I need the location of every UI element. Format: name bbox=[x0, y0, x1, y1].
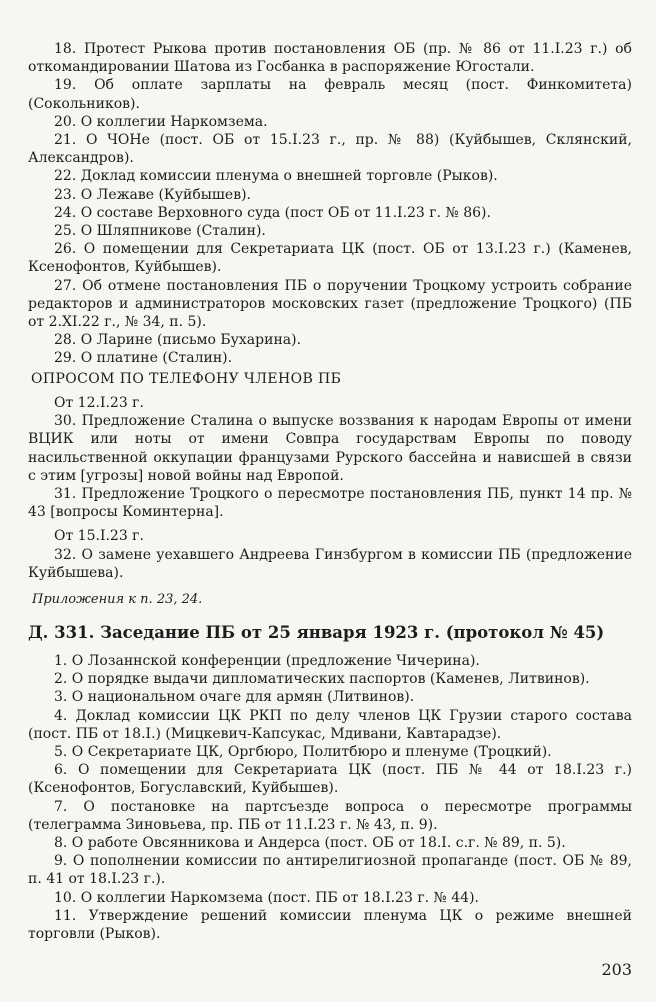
agenda-item-30: 30. Предложение Сталина о выпуске воззвания к народам Европы от имени ВЦИК или ноты от имени Совпра государствам Европы по поводу насильственной оккупации французами Рурского бассейна и нависшей в связи с этим [угрозы] новой войны над Европой. bbox=[28, 413, 632, 484]
agenda-item-31: 31. Предложение Троцкого о пересмотре постановления ПБ, пункт 14 пр. № 43 [вопросы Коминтерна]. bbox=[28, 486, 632, 521]
agenda-item-18: 18. Протест Рыкова против постановления ОБ (пр. № 86 от 11.I.23 г.) об откомандировании Шатова из Госбанка в распоряжение Югостали. bbox=[28, 41, 632, 76]
agenda-item-8: 8. О работе Овсянникова и Андерса (пост. ОБ от 18.I. с.г. № 89, п. 5). bbox=[54, 835, 566, 852]
poll-date-1: От 12.I.23 г. bbox=[54, 395, 144, 411]
agenda-item-26: 26. О помещении для Секретариата ЦК (пост. ОБ от 13.I.23 г.) (Каменев, Ксенофонтов, Куйбышев). bbox=[28, 241, 632, 276]
agenda-items-continued bbox=[28, 40, 632, 368]
phone-poll-section bbox=[28, 370, 632, 607]
agenda-item-5: 5. О Секретариате ЦК, Оргбюро, Политбюро и пленуме (Троцкий). bbox=[54, 744, 552, 761]
agenda-item-10: 10. О коллегии Наркомзема (пост. ПБ от 18.I.23 г. № 44). bbox=[54, 889, 479, 906]
agenda-item-32: 32. О замене уехавшего Андреева Гинзбургом в комиссии ПБ (предложение Куйбышева). bbox=[28, 546, 632, 581]
agenda-item-23: 23. О Лежаве (Куйбышев). bbox=[54, 186, 251, 203]
phone-poll-heading: ОПРОСОМ ПО ТЕЛЕФОНУ ЧЛЕНОВ ПБ bbox=[31, 371, 342, 387]
agenda-item-22: 22. Доклад комиссии пленума о внешней торговле (Рыков). bbox=[54, 168, 498, 185]
appendix-note: Приложения к п. 23, 24. bbox=[32, 592, 203, 608]
agenda-item-19: 19. Об оплате зарплаты на февраль месяц (пост. Финкомитета) (Сокольников). bbox=[28, 77, 632, 112]
agenda-item-24: 24. О составе Верховного суда (пост ОБ от 11.I.23 г. № 86). bbox=[54, 204, 491, 221]
agenda-item-25: 25. О Шляпникове (Сталин). bbox=[54, 223, 266, 240]
document-331-title: Д. 331. Заседание ПБ от 25 января 1923 г. (протокол № 45) bbox=[28, 623, 605, 642]
agenda-item-27: 27. Об отмене постановления ПБ о поручении Троцкому устроить собрание редакторов и администраторов московских газет (предложение Троцкого) (ПБ от 2.XI.22 г., № 34, п. 5). bbox=[28, 277, 632, 331]
agenda-item-1: 1. О Лозаннской конференции (предложение Чичерина). bbox=[54, 653, 480, 669]
agenda-item-4: 4. Доклад комиссии ЦК РКП по делу членов ЦК Грузии старого состава (пост. ПБ от 18.I.) (Мицкевич-Капсукас, Мдивани, Кавтарадзе). bbox=[28, 707, 632, 742]
agenda-item-3: 3. О национальном очаге для армян (Литвинов). bbox=[54, 689, 415, 706]
agenda-item-20: 20. О коллегии Наркомзема. bbox=[54, 113, 268, 130]
agenda-item-29: 29. О платине (Сталин). bbox=[54, 350, 233, 367]
document-331-section bbox=[28, 623, 632, 943]
agenda-item-21: 21. О ЧОНе (пост. ОБ от 15.I.23 г., пр. № 88) (Куйбышев, Склянский, Александров). bbox=[28, 132, 632, 167]
agenda-item-7: 7. О постановке на партсъезде вопроса о пересмотре программы (телеграмма Зиновьева, пр. ПБ от 11.I.23 г. № 43, п. 9). bbox=[28, 798, 632, 833]
agenda-item-9: 9. О пополнении комиссии по антирелигиозной пропаганде (пост. ОБ № 89, п. 41 от 18.I.23 г.). bbox=[28, 853, 632, 888]
poll-date-2: От 15.I.23 г. bbox=[54, 528, 144, 545]
page-number: 203 bbox=[601, 960, 632, 979]
agenda-item-28: 28. О Ларине (письмо Бухарина). bbox=[54, 332, 302, 349]
agenda-item-6: 6. О помещении для Секретариата ЦК (пост. ПБ № 44 от 18.I.23 г.) (Ксенофонтов, Богуславский, Куйбышев). bbox=[28, 762, 632, 797]
agenda-item-11: 11. Утверждение решений комиссии пленума ЦК о режиме внешней торговли (Рыков). bbox=[28, 907, 632, 943]
agenda-item-2: 2. О порядке выдачи дипломатических паспортов (Каменев, Литвинов). bbox=[54, 671, 590, 688]
